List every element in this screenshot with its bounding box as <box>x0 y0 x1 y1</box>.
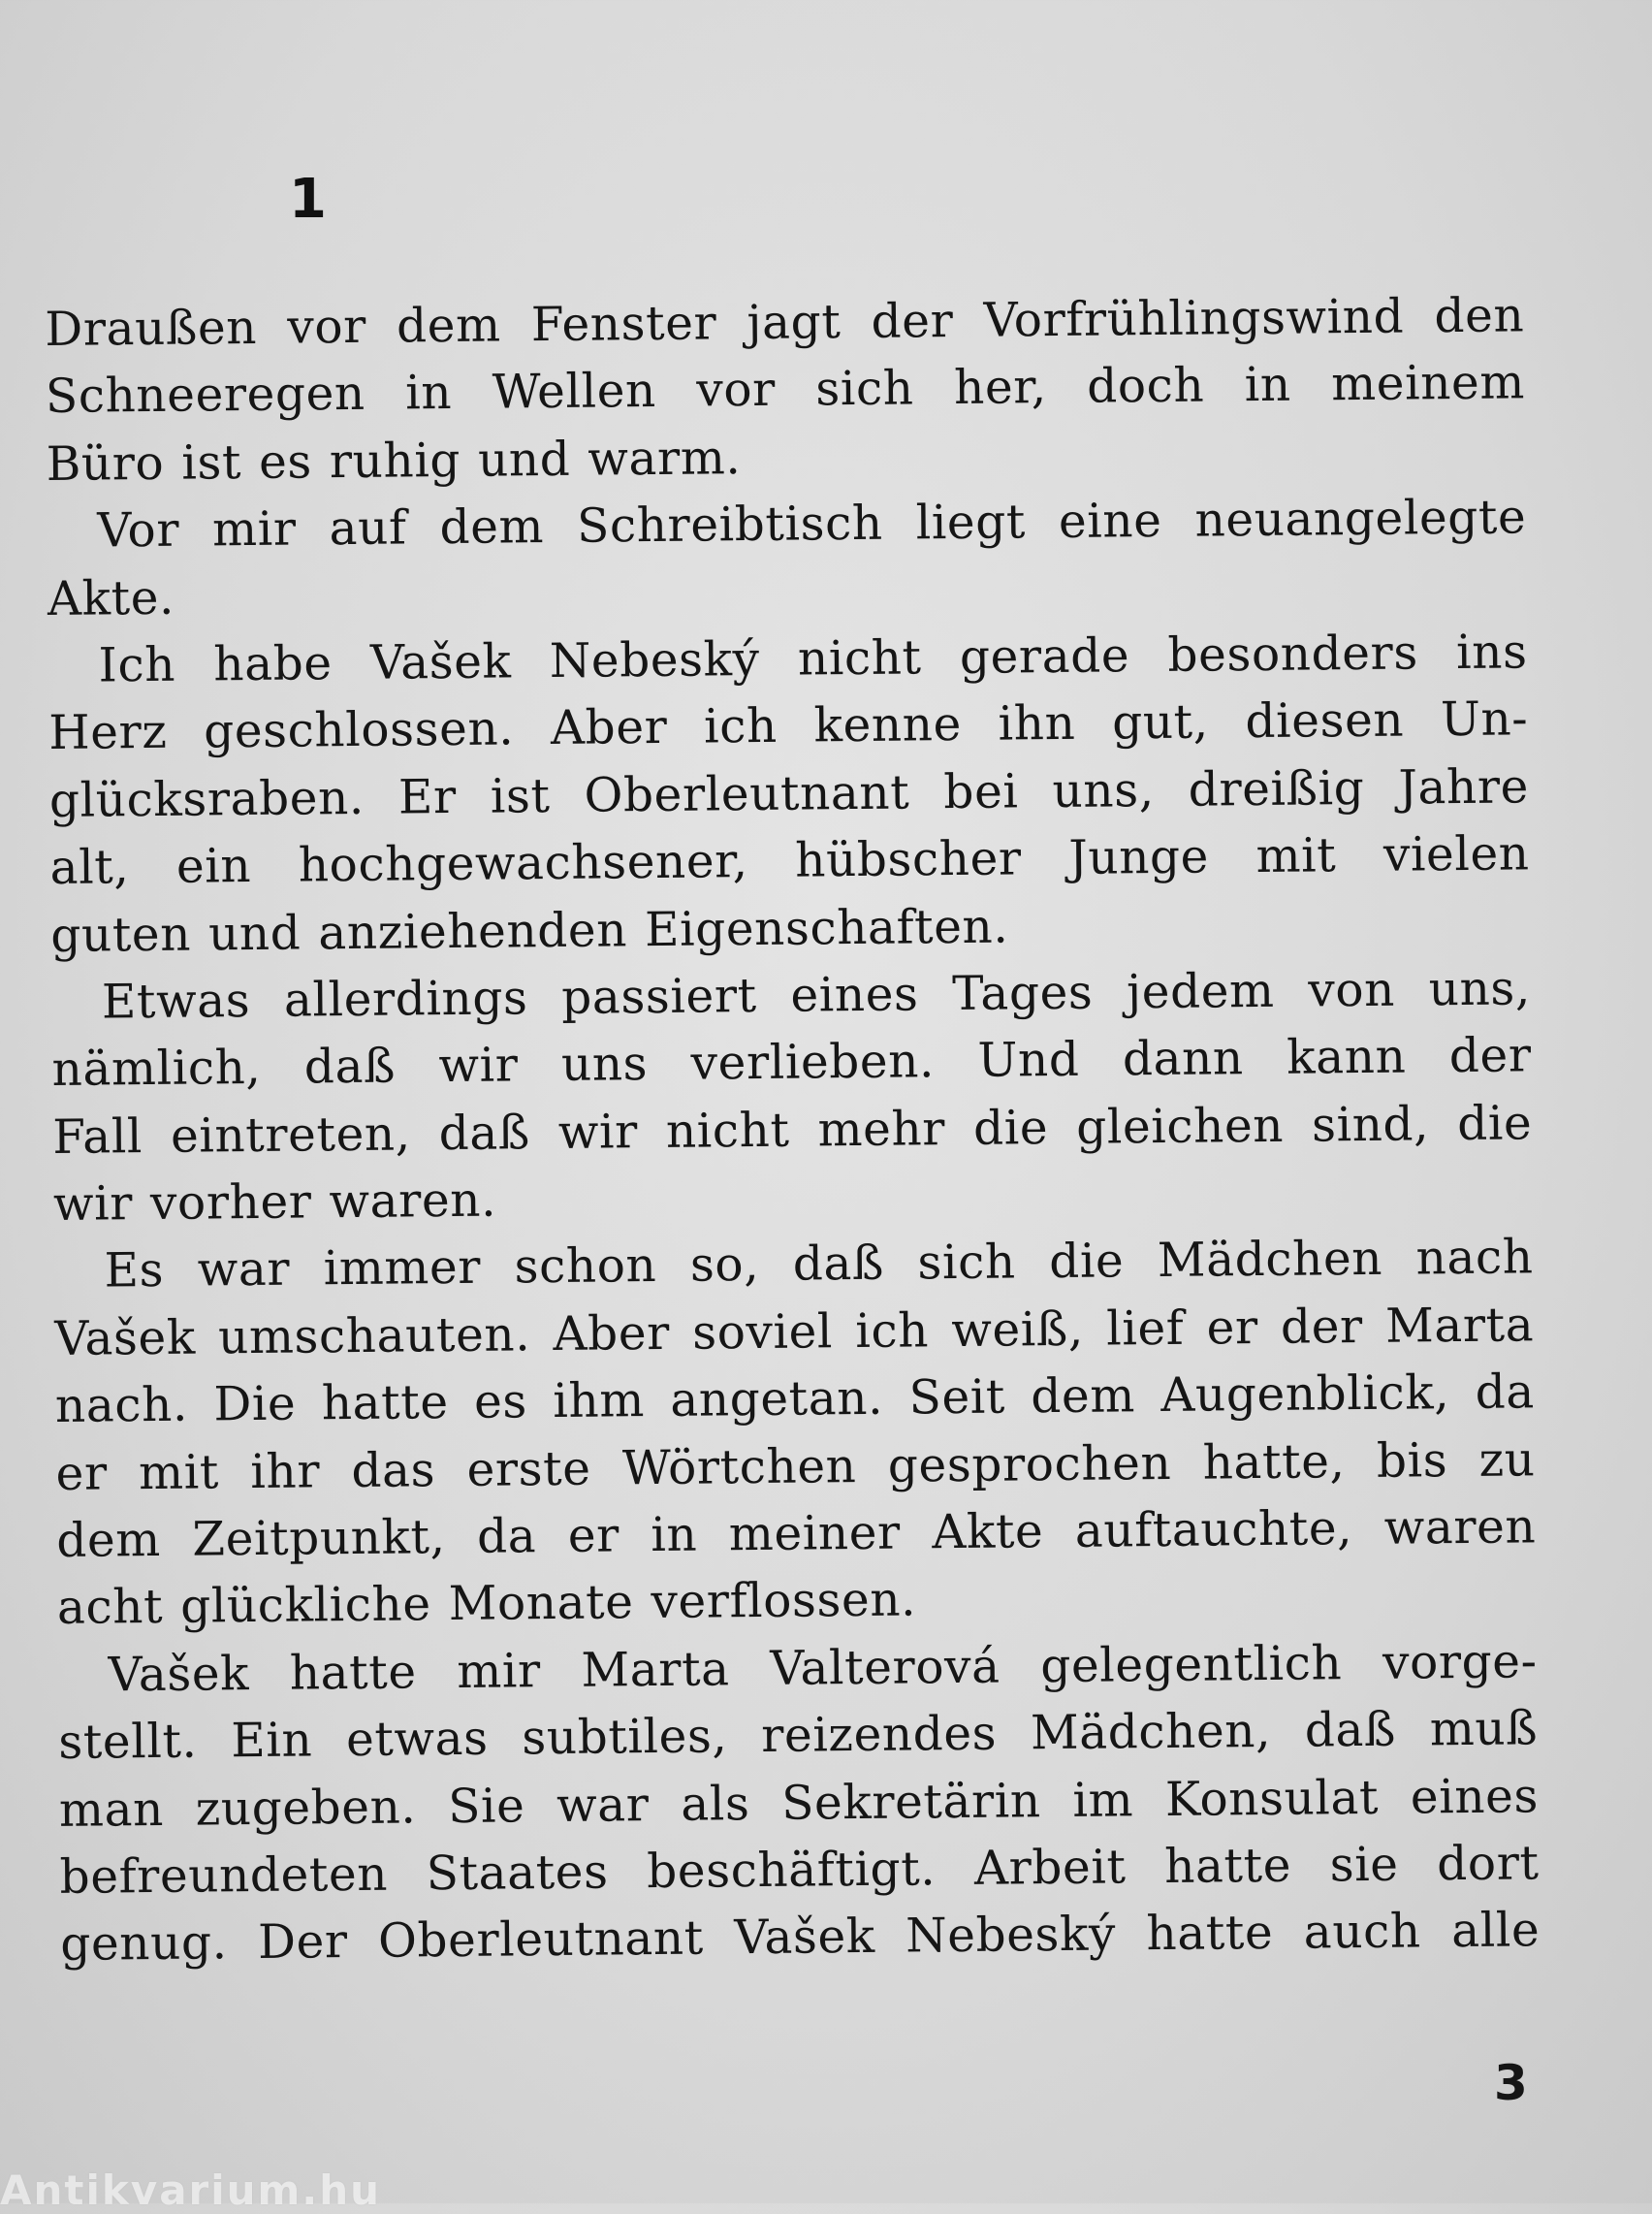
paragraph-1 <box>45 282 1526 498</box>
text-line: genug. Der Oberleutnant Vašek Nebeský hatte auch alle <box>60 1903 1541 1973</box>
text-line: Fall eintreten, daß wir nicht mehr die gleichen sind, die <box>52 1096 1533 1165</box>
watermark: Antikvarium.hu <box>0 2166 382 2214</box>
text-line: Etwas allerdings passiert eines Tages jedem von uns, <box>101 961 1532 1030</box>
text-line: glücksraben. Er ist Oberleutnant bei uns, dreißig Jahre <box>48 759 1530 828</box>
body-text <box>45 282 1541 1978</box>
text-line: er mit ihr das erste Wörtchen gesprochen hatte, bis zu <box>55 1431 1536 1501</box>
text-line: dem Zeitpunkt, da er in meiner Akte auftauchte, waren <box>56 1499 1537 1568</box>
text-line: Es war immer schon so, daß sich die Mädchen nach <box>104 1230 1534 1299</box>
text-line: Schneeregen in Wellen vor sich her, doch in meinem <box>45 355 1526 425</box>
text-line: alt, ein hochgewachsener, hübscher Junge mit vielen <box>49 826 1530 896</box>
text-line: Vašek umschauten. Aber soviel ich weiß, lief er der Marta <box>54 1298 1535 1366</box>
text-line: Akte. <box>47 570 175 626</box>
page-number: 3 <box>1494 2055 1528 2111</box>
text-line: man zugeben. Sie war als Sekretärin im Konsulat eines <box>58 1768 1540 1838</box>
text-line: Herz geschlossen. Aber ich kenne ihn gut, diesen Un- <box>48 691 1529 761</box>
text-line: wir vorher waren. <box>52 1172 497 1233</box>
text-line: Ich habe Vašek Nebeský nicht gerade besonders ins <box>98 625 1528 693</box>
text-line: stellt. Ein etwas subtiles, reizendes Mädchen, daß muß <box>58 1701 1539 1771</box>
paragraph-5 <box>53 1225 1537 1643</box>
paragraph-2 <box>47 485 1527 633</box>
text-line: Büro ist es ruhig und warm. <box>46 430 742 492</box>
text-line: nämlich, daß wir uns verlieben. Und dann kann der <box>51 1028 1532 1098</box>
text-line: acht glückliche Monate verflossen. <box>56 1572 917 1636</box>
paragraph-3 <box>48 619 1530 970</box>
text-line: Vašek hatte mir Marta Valterová gelegentlich vorge- <box>108 1634 1538 1703</box>
paragraph-4 <box>51 955 1534 1238</box>
text-line: nach. Die hatte es ihm angetan. Seit dem Augenblick, da <box>54 1364 1536 1434</box>
text-line: guten und anziehenden Eigenschaften. <box>50 899 1009 963</box>
text-line: Draußen vor dem Fenster jagt der Vorfrühlingswind den <box>45 288 1525 357</box>
chapter-number: 1 <box>289 168 327 231</box>
text-line: Vor mir auf dem Schreibtisch liegt eine neuangelegte <box>97 490 1527 559</box>
text-line: befreundeten Staates beschäftigt. Arbeit hatte sie dort <box>59 1836 1540 1905</box>
paragraph-6 <box>57 1628 1540 1979</box>
